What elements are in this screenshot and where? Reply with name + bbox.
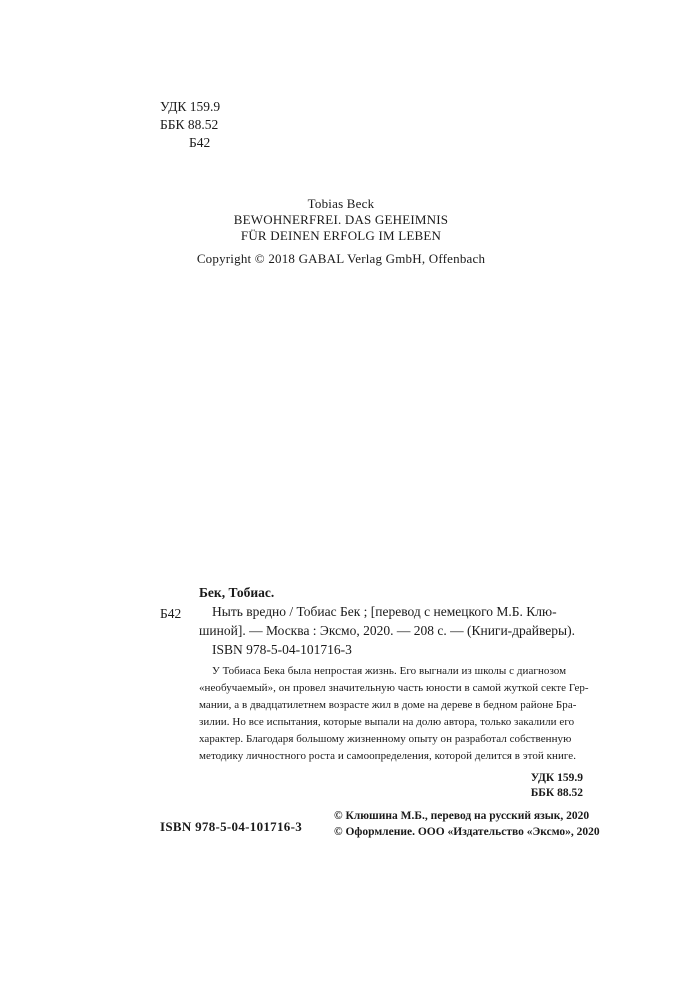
original-title-line2: FÜR DEINEN ERFOLG IM LEBEN — [240, 228, 442, 243]
footer-isbn: ISBN 978-5-04-101716-3 — [160, 819, 303, 834]
annotation-line5: характер. Благодаря большому жизненному опыту он разработал собственную — [199, 733, 572, 745]
bib-line2: шиной]. — Москва : Эксмо, 2020. — 208 с. — (Книги-драйверы). — [199, 623, 575, 638]
card-udk-code: УДК 159.9 — [530, 772, 583, 784]
bib-line1: Ныть вредно / Тобиас Бек ; [перевод с немецкого М.Б. Клю- — [212, 604, 557, 619]
bib-isbn: ISBN 978-5-04-101716-3 — [212, 642, 352, 657]
annotation-line3: мании, а в двадцатилетнем возрасте жил в доме на дереве в бедном районе Бра- — [199, 699, 577, 711]
udk-code: УДК 159.9 — [160, 99, 221, 114]
author-mark: Б42 — [189, 135, 211, 150]
annotation-line1: У Тобиаса Бека была непростая жизнь. Его выгнали из школы с диагнозом — [212, 665, 567, 677]
bib-heading: Бек, Тобиас. — [199, 585, 275, 600]
bib-mark: Б42 — [160, 606, 182, 621]
bbk-code: ББК 88.52 — [160, 117, 219, 132]
footer-copyright-translation: © Клюшина М.Б., перевод на русский язык, 2020 — [334, 810, 590, 822]
card-bbk-code: ББК 88.52 — [530, 787, 583, 799]
original-copyright: Copyright © 2018 GABAL Verlag GmbH, Offenbach — [196, 251, 486, 266]
annotation-line6: методику личностного роста и самоопределения, которой делится в этой книге. — [199, 750, 577, 762]
original-author: Tobias Beck — [307, 196, 375, 211]
annotation-line2: «необучаемый», он провел значительную часть юности в самой жуткой секте Гер- — [199, 682, 589, 694]
annotation-line4: зилии. Но все испытания, которые выпали на долю автора, только закалили его — [199, 716, 575, 728]
footer-copyright-design: © Оформление. ООО «Издательство «Эксмо», 2020 — [334, 826, 600, 838]
original-title-line1: BEWOHNERFREI. DAS GEHEIMNIS — [233, 212, 449, 227]
